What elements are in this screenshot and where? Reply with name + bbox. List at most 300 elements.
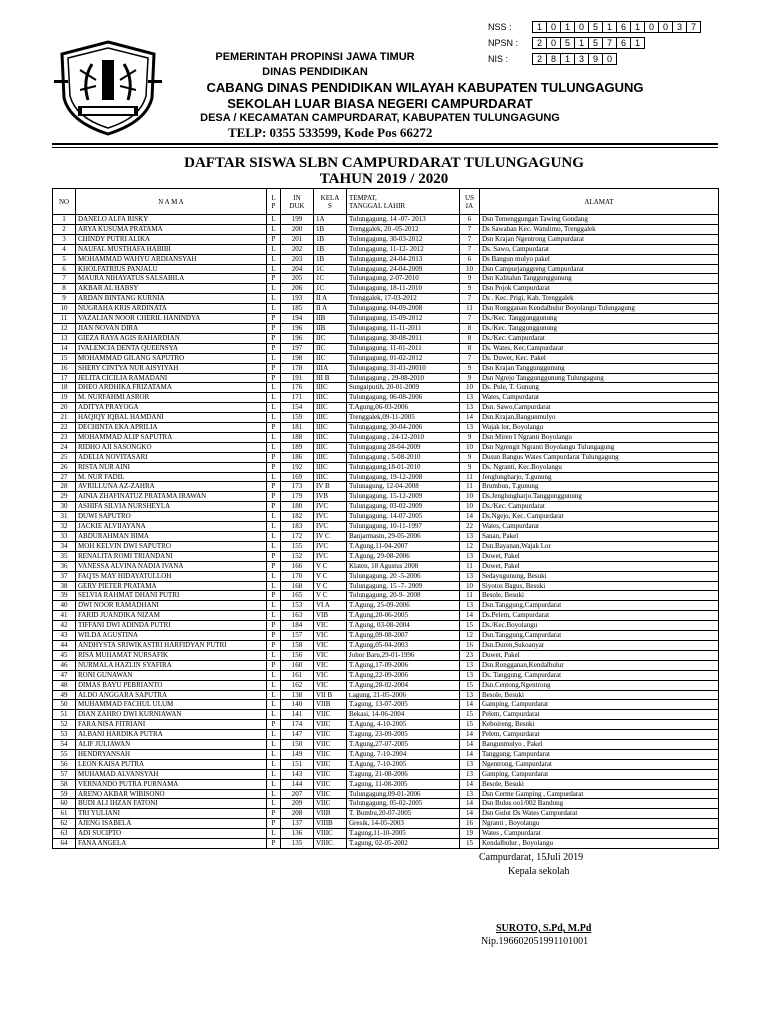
- table-cell: IV B: [314, 482, 347, 492]
- table-cell: IVC: [314, 502, 347, 512]
- table-cell: 205: [281, 274, 314, 284]
- id-digit-boxes: [532, 53, 617, 65]
- table-row: [53, 432, 719, 442]
- table-cell: 52: [53, 720, 76, 730]
- table-cell: VERNANDO PUTRA PURNAMA: [76, 779, 267, 789]
- header-phone: TELP: 0355 533599, Kode Pos 66272: [228, 125, 433, 140]
- table-cell: Dsn Krajan Tanggunggunung: [480, 363, 719, 373]
- table-cell: IIIC: [314, 442, 347, 452]
- table-cell: T.agung, 11-08-2005: [347, 779, 460, 789]
- table-cell: BUDI ALI IHZAN FATONI: [76, 799, 267, 809]
- table-cell: L: [267, 759, 281, 769]
- table-cell: 161: [281, 670, 314, 680]
- table-cell: 14: [460, 809, 480, 819]
- table-cell: 184: [281, 621, 314, 631]
- table-cell: IIIC: [314, 432, 347, 442]
- table-cell: P: [267, 314, 281, 324]
- table-cell: 13: [460, 423, 480, 433]
- table-cell: L: [267, 581, 281, 591]
- table-row: [53, 541, 719, 551]
- table-cell: L: [267, 541, 281, 551]
- table-cell: Tulungagung, 30-08-2011: [347, 333, 460, 343]
- table-cell: T.agung, 02-05-2002: [347, 839, 460, 849]
- table-cell: VIC: [314, 621, 347, 631]
- table-cell: Besole, Besuki: [480, 779, 719, 789]
- table-cell: T.Agung,09-08-2007: [347, 631, 460, 641]
- table-cell: 36: [53, 561, 76, 571]
- table-row: [53, 442, 719, 452]
- table-cell: II A: [314, 294, 347, 304]
- table-row: [53, 294, 719, 304]
- id-digit: 0: [645, 22, 659, 32]
- id-digit: 7: [690, 22, 696, 32]
- table-cell: SHERY CINTYA NUR AISYIYAH: [76, 363, 267, 373]
- table-row: [53, 680, 719, 690]
- table-cell: T.Agung,20-06-2005: [347, 611, 460, 621]
- table-cell: Dsn.Krajan,Bangunmulyo: [480, 413, 719, 423]
- table-cell: L: [267, 304, 281, 314]
- table-cell: P: [267, 631, 281, 641]
- table-cell: 7: [460, 224, 480, 234]
- table-cell: 157: [281, 631, 314, 641]
- id-digit: 1: [575, 38, 589, 48]
- table-row: [53, 591, 719, 601]
- table-cell: FAQ'IS MAY HIDAYATULLOH: [76, 571, 267, 581]
- table-cell: Sungaiputih, 20-01-2009: [347, 383, 460, 393]
- table-cell: Dsn.Centong,Ngentrong: [480, 680, 719, 690]
- table-cell: Tulungagung, 10-11-1997: [347, 522, 460, 532]
- table-cell: Tulungagung, 01-02-2012: [347, 353, 460, 363]
- table-cell: 9: [460, 373, 480, 383]
- table-cell: IIIC: [314, 393, 347, 403]
- table-cell: 153: [281, 601, 314, 611]
- table-cell: L: [267, 571, 281, 581]
- table-cell: 15: [460, 621, 480, 631]
- table-cell: Dsn Miren I Ngranti Boyolangu: [480, 432, 719, 442]
- table-cell: 14: [460, 730, 480, 740]
- table-cell: L: [267, 829, 281, 839]
- table-cell: 200: [281, 224, 314, 234]
- table-cell: 13: [460, 660, 480, 670]
- table-cell: L: [267, 611, 281, 621]
- table-cell: L: [267, 700, 281, 710]
- table-cell: KHOLFATRIUS PANJALU: [76, 264, 267, 274]
- table-cell: IVC: [314, 541, 347, 551]
- table-cell: Dsn. Sawo,Campurdarat: [480, 403, 719, 413]
- table-cell: 171: [281, 393, 314, 403]
- table-cell: Tulungagung, 15-09-2012: [347, 314, 460, 324]
- table-cell: ALIF JULIAWAN: [76, 740, 267, 750]
- id-digit: 7: [603, 38, 617, 48]
- id-digit: 0: [575, 22, 589, 32]
- table-cell: 10: [460, 264, 480, 274]
- table-cell: P: [267, 343, 281, 353]
- table-row: [53, 819, 719, 829]
- table-cell: 136: [281, 829, 314, 839]
- id-digit-boxes: [532, 37, 645, 49]
- table-cell: 16: [53, 363, 76, 373]
- table-cell: Tulungagung , 5-08-2010: [347, 452, 460, 462]
- table-cell: VAZALIAN NOOR CHERIL HANINDYA: [76, 314, 267, 324]
- table-cell: Dsn Campurjanggreng Campurdarat: [480, 264, 719, 274]
- table-cell: 26: [53, 462, 76, 472]
- table-cell: DIMAS BAYU PEBRIANTO: [76, 680, 267, 690]
- table-cell: 13: [460, 759, 480, 769]
- table-cell: 9: [460, 432, 480, 442]
- table-cell: DANELO ALFA RISKY: [76, 215, 267, 225]
- table-cell: 9: [460, 284, 480, 294]
- table-cell: Ds. Duwet, Kec. Pakel: [480, 353, 719, 363]
- table-cell: 13: [460, 789, 480, 799]
- id-label: NSS :: [488, 22, 512, 32]
- table-cell: ARDAN BINTANG KURNIA: [76, 294, 267, 304]
- table-cell: ADELIA NOVITASARI: [76, 452, 267, 462]
- table-row: [53, 749, 719, 759]
- table-cell: VIIB: [314, 809, 347, 819]
- table-cell: 188: [281, 432, 314, 442]
- table-cell: 143: [281, 769, 314, 779]
- table-cell: 41: [53, 611, 76, 621]
- table-cell: Dsn Kalitalun Tanggunggunung: [480, 274, 719, 284]
- table-cell: L: [267, 244, 281, 254]
- table-cell: L: [267, 680, 281, 690]
- table-row: [53, 571, 719, 581]
- table-cell: 173: [281, 482, 314, 492]
- table-row: [53, 264, 719, 274]
- table-cell: 7: [460, 314, 480, 324]
- table-cell: Tulungagung, 14 -07- 2013: [347, 215, 460, 225]
- id-digit: 3: [575, 54, 589, 64]
- signature-place-date: Campurdarat, 15Juli 2019: [479, 852, 584, 863]
- table-cell: T.agung,11-10-2005: [347, 829, 460, 839]
- table-cell: IIIC: [314, 452, 347, 462]
- table-cell: VIC: [314, 660, 347, 670]
- table-cell: MOH KELVIN DWI SAPUTRO: [76, 541, 267, 551]
- table-cell: 180: [281, 502, 314, 512]
- table-cell: Gamping, Campurdarat: [480, 700, 719, 710]
- table-cell: P: [267, 363, 281, 373]
- table-cell: L: [267, 670, 281, 680]
- table-row: [53, 670, 719, 680]
- table-cell: 23: [460, 650, 480, 660]
- table-cell: 6: [53, 264, 76, 274]
- table-cell: 19: [460, 829, 480, 839]
- table-cell: P: [267, 551, 281, 561]
- column-header: IN DUK: [281, 189, 314, 215]
- table-cell: 14: [460, 611, 480, 621]
- table-cell: 6: [460, 215, 480, 225]
- table-cell: 14: [53, 343, 76, 353]
- table-cell: 1C: [314, 264, 347, 274]
- table-cell: Tulungagung, 11-12- 2012: [347, 244, 460, 254]
- table-cell: Kendalbulur , Boyolangu: [480, 839, 719, 849]
- table-cell: IIIC: [314, 403, 347, 413]
- table-cell: Duwet, Pakel: [480, 650, 719, 660]
- table-cell: VIC: [314, 650, 347, 660]
- table-cell: Dsn Bulus oo1/002 Bandung: [480, 799, 719, 809]
- table-cell: 162: [281, 680, 314, 690]
- table-row: [53, 829, 719, 839]
- table-cell: 185: [281, 304, 314, 314]
- table-cell: P: [267, 502, 281, 512]
- table-cell: 15: [460, 680, 480, 690]
- table-cell: VI A: [314, 601, 347, 611]
- table-row: [53, 532, 719, 542]
- table-cell: AJENG ISABELA: [76, 819, 267, 829]
- table-cell: 163: [281, 611, 314, 621]
- table-cell: 7: [460, 294, 480, 304]
- table-cell: 168: [281, 581, 314, 591]
- table-cell: 13: [460, 690, 480, 700]
- table-cell: P: [267, 274, 281, 284]
- table-cell: L: [267, 353, 281, 363]
- signature-nip: Nip.196602051991101001: [481, 936, 589, 947]
- table-cell: Tulungagung, 30-04-2006: [347, 423, 460, 433]
- table-cell: II A: [314, 304, 347, 314]
- table-cell: 11: [460, 472, 480, 482]
- table-cell: L: [267, 779, 281, 789]
- table-cell: 57: [53, 769, 76, 779]
- column-header: ALAMAT: [480, 189, 719, 215]
- table-cell: T. Bumbu,20-07-2005: [347, 809, 460, 819]
- table-row: [53, 740, 719, 750]
- table-cell: L: [267, 413, 281, 423]
- table-cell: 16: [460, 640, 480, 650]
- table-cell: Gresik, 14-05-2003: [347, 819, 460, 829]
- table-cell: 10: [53, 304, 76, 314]
- table-cell: 27: [53, 472, 76, 482]
- table-cell: 176: [281, 383, 314, 393]
- table-cell: 17: [53, 373, 76, 383]
- table-cell: 11: [53, 314, 76, 324]
- table-row: [53, 234, 719, 244]
- table-cell: L: [267, 710, 281, 720]
- table-cell: Tulungagung, 20-9- 2008: [347, 591, 460, 601]
- table-cell: ALDO ANGGARA SAPUTRA: [76, 690, 267, 700]
- table-cell: L: [267, 730, 281, 740]
- table-cell: 147: [281, 730, 314, 740]
- table-cell: L: [267, 215, 281, 225]
- table-cell: L: [267, 264, 281, 274]
- table-cell: Tulungagung, 06-08-2006: [347, 393, 460, 403]
- table-row: [53, 522, 719, 532]
- table-row: [53, 373, 719, 383]
- id-digit: 1: [603, 22, 617, 32]
- table-cell: VIIC: [314, 720, 347, 730]
- table-cell: RIDHO AJI SASONGKO: [76, 442, 267, 452]
- table-cell: 5: [53, 254, 76, 264]
- table-cell: 8: [460, 333, 480, 343]
- table-cell: Tulungagung , 29-08-2010: [347, 373, 460, 383]
- table-cell: 18: [53, 383, 76, 393]
- table-cell: Brumbun, T.gunung: [480, 482, 719, 492]
- table-cell: Dsn Ngrengit Ngranti Boyolangu Tulungagung: [480, 442, 719, 452]
- table-cell: Dsn.Rongganan,Kendalbulur: [480, 660, 719, 670]
- table-cell: 193: [281, 294, 314, 304]
- id-digit: 1: [561, 54, 575, 64]
- table-cell: DHEO ARDHIKA FRIZATAMA: [76, 383, 267, 393]
- table-row: [53, 244, 719, 254]
- id-digit: 1: [631, 22, 645, 32]
- id-label: NPSN :: [488, 38, 519, 48]
- table-cell: IIIC: [314, 472, 347, 482]
- table-cell: P: [267, 561, 281, 571]
- table-cell: Pelem, Campurdarat: [480, 710, 719, 720]
- table-cell: Ds./Kec. Campurdarat: [480, 333, 719, 343]
- table-cell: 196: [281, 333, 314, 343]
- table-cell: V C: [314, 561, 347, 571]
- table-cell: 1B: [314, 234, 347, 244]
- table-cell: 13: [460, 532, 480, 542]
- table-row: [53, 343, 719, 353]
- id-digit: 5: [561, 38, 575, 48]
- table-row: [53, 650, 719, 660]
- id-digit-boxes: [532, 21, 701, 33]
- table-cell: 14: [460, 512, 480, 522]
- table-row: [53, 700, 719, 710]
- table-cell: IIIC: [314, 423, 347, 433]
- id-digit: 6: [617, 38, 631, 48]
- table-cell: 178: [281, 363, 314, 373]
- table-row: [53, 353, 719, 363]
- column-header: TEMPAT, TANGGAL LAHIR: [347, 189, 460, 215]
- table-cell: Trenggalek,09-11-2005: [347, 413, 460, 423]
- table-cell: Ds. Sawo, Campurdarat: [480, 244, 719, 254]
- table-cell: 10: [460, 581, 480, 591]
- table-cell: Ds. Ngranti, Kec.Boyolangu: [480, 462, 719, 472]
- table-cell: 181: [281, 423, 314, 433]
- column-header: US IA: [460, 189, 480, 215]
- table-cell: 169: [281, 472, 314, 482]
- table-cell: 25: [53, 452, 76, 462]
- table-cell: T.Agung, 03-08-2004: [347, 621, 460, 631]
- table-cell: VIIC: [314, 779, 347, 789]
- table-cell: L: [267, 472, 281, 482]
- table-cell: Trenggalek, 20 -05-2012: [347, 224, 460, 234]
- table-cell: VIIIC: [314, 829, 347, 839]
- table-cell: FARA NISA FITRIANI: [76, 720, 267, 730]
- table-cell: Tulunagung, 12-04-2008: [347, 482, 460, 492]
- table-cell: NAUFAL MUSTHAFA HABIBI: [76, 244, 267, 254]
- table-cell: 30: [53, 502, 76, 512]
- table-cell: Wajak lor, Boyolangu: [480, 423, 719, 433]
- id-digit: 0: [547, 22, 561, 32]
- table-cell: 194: [281, 314, 314, 324]
- table-cell: T.Agung, 7-10-2005: [347, 759, 460, 769]
- table-cell: VANESSA ALVINA NADIA IVANA: [76, 561, 267, 571]
- table-header-row: [53, 189, 719, 215]
- table-cell: Duwet, Pakel: [480, 561, 719, 571]
- table-cell: L: [267, 393, 281, 403]
- table-cell: Dsn Temenggungan Tawing Gondang: [480, 215, 719, 225]
- table-cell: VIIIB: [314, 819, 347, 829]
- table-cell: Tulungagung, 30-03-2012: [347, 234, 460, 244]
- table-cell: L: [267, 799, 281, 809]
- table-cell: 46: [53, 660, 76, 670]
- table-cell: IVB: [314, 492, 347, 502]
- table-cell: Bangunmulyo , Pakel: [480, 740, 719, 750]
- table-row: [53, 403, 719, 413]
- table-cell: 33: [53, 532, 76, 542]
- table-cell: RENALITA ROMI TRIANDANI: [76, 551, 267, 561]
- table-cell: Duwet, Pakel: [480, 551, 719, 561]
- table-cell: Ds. Pule, T. Gunung: [480, 383, 719, 393]
- table-cell: T.Agung, 29-08-2006: [347, 551, 460, 561]
- table-cell: VIIC: [314, 740, 347, 750]
- table-cell: 9: [460, 274, 480, 284]
- table-cell: 37: [53, 571, 76, 581]
- table-cell: IIC: [314, 353, 347, 363]
- table-cell: DECHINTA EKA APRILIA: [76, 423, 267, 433]
- table-cell: 54: [53, 740, 76, 750]
- id-row: [488, 35, 701, 51]
- table-cell: VIC: [314, 640, 347, 650]
- table-cell: ABDURAHMAN BIMA: [76, 532, 267, 542]
- table-row: [53, 254, 719, 264]
- table-cell: Ngranti , Boyolangu: [480, 819, 719, 829]
- table-cell: 15: [460, 839, 480, 849]
- table-cell: Wates, Campurdarat: [480, 522, 719, 532]
- table-cell: RONI GUNAWAN: [76, 670, 267, 680]
- table-cell: 192: [281, 462, 314, 472]
- table-cell: MOHAMMAD WAHYU ARDIANSYAH: [76, 254, 267, 264]
- table-cell: Ds./Kec. Tanggunggunung: [480, 314, 719, 324]
- signature-name: SUROTO, S.Pd, M.Pd: [496, 923, 592, 934]
- table-cell: 182: [281, 512, 314, 522]
- table-cell: 198: [281, 353, 314, 363]
- table-cell: 38: [53, 581, 76, 591]
- table-cell: 209: [281, 799, 314, 809]
- table-cell: T.agung, 23-09-2005: [347, 730, 460, 740]
- table-cell: Dsn.Bayanan,Wajak Lor: [480, 541, 719, 551]
- letterhead-rule-thin: [52, 147, 718, 148]
- table-cell: AINIA ZHAFINATUZ PRATAMA IRAWAN: [76, 492, 267, 502]
- table-cell: 135: [281, 839, 314, 849]
- table-cell: 208: [281, 809, 314, 819]
- table-cell: 6: [460, 254, 480, 264]
- table-cell: 140: [281, 700, 314, 710]
- table-cell: 23: [53, 432, 76, 442]
- table-cell: 189: [281, 442, 314, 452]
- table-row: [53, 601, 719, 611]
- table-cell: MOHAMMAD GILANG SAPUTRO: [76, 353, 267, 363]
- table-cell: 7: [460, 353, 480, 363]
- table-cell: 7: [460, 234, 480, 244]
- table-cell: 3: [53, 234, 76, 244]
- table-cell: GERY PIETER PRATAMA: [76, 581, 267, 591]
- table-cell: VIIC: [314, 769, 347, 779]
- table-cell: T.Agung,22-09-2006: [347, 670, 460, 680]
- table-cell: P: [267, 492, 281, 502]
- table-cell: L: [267, 769, 281, 779]
- table-row: [53, 581, 719, 591]
- table-cell: 53: [53, 730, 76, 740]
- table-cell: 186: [281, 452, 314, 462]
- table-cell: L: [267, 789, 281, 799]
- table-cell: 155: [281, 541, 314, 551]
- table-cell: 51: [53, 710, 76, 720]
- table-cell: 15: [53, 353, 76, 363]
- table-cell: Dsn Krajan Ngentrong Campurdarat: [480, 234, 719, 244]
- table-cell: Pelem, Campurdarat: [480, 730, 719, 740]
- table-cell: 11: [460, 482, 480, 492]
- table-cell: VII B: [314, 690, 347, 700]
- table-cell: 10: [460, 502, 480, 512]
- table-cell: Tulungagung, 20 -5-2006: [347, 571, 460, 581]
- table-row: [53, 492, 719, 502]
- id-digit: 5: [589, 38, 603, 48]
- table-cell: 159: [281, 413, 314, 423]
